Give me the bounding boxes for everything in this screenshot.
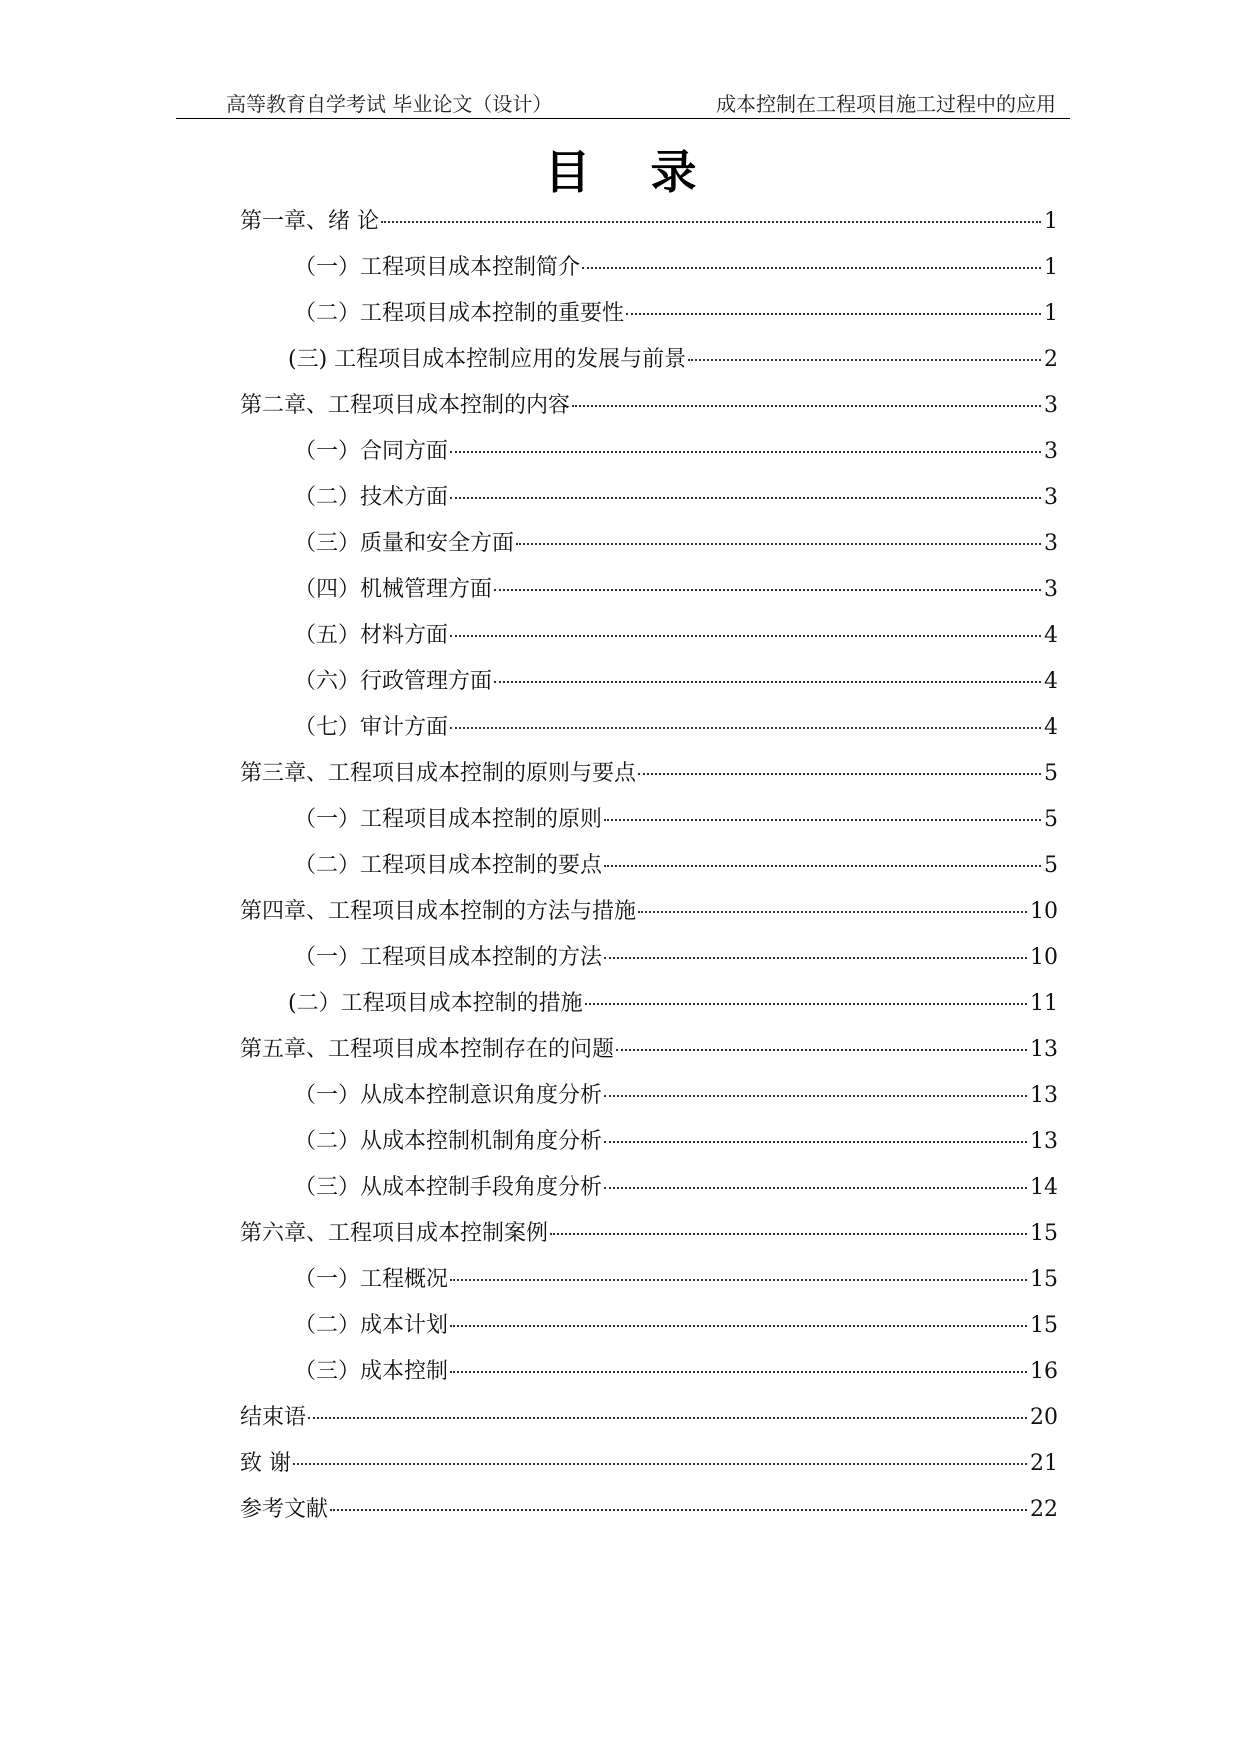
toc-page-number: 15 <box>1030 1313 1058 1338</box>
toc-page-number: 22 <box>1030 1497 1058 1522</box>
toc-dot-leader <box>688 359 1041 361</box>
table-of-contents <box>240 204 1058 1538</box>
toc-entry-title: 结束语 <box>240 1405 307 1430</box>
toc-entry-title: （一）工程项目成本控制简介 <box>294 255 581 280</box>
toc-dot-leader <box>638 911 1027 913</box>
page-title: 目录 <box>544 145 757 199</box>
toc-page-number: 20 <box>1030 1405 1058 1430</box>
toc-dot-leader <box>450 635 1041 637</box>
toc-section-entry[interactable] <box>240 848 1058 894</box>
toc-entry-title: （一）工程项目成本控制的方法 <box>294 945 603 970</box>
toc-entry-title: 第二章、工程项目成本控制的内容 <box>240 393 571 418</box>
toc-dot-leader <box>450 451 1041 453</box>
toc-page-number: 4 <box>1044 623 1058 648</box>
toc-dot-leader <box>604 819 1041 821</box>
toc-chapter-entry[interactable] <box>240 1446 1058 1492</box>
toc-page-number: 10 <box>1030 945 1058 970</box>
toc-dot-leader <box>450 1279 1027 1281</box>
toc-page-number: 3 <box>1044 393 1058 418</box>
toc-chapter-entry[interactable] <box>240 894 1058 940</box>
toc-section-entry[interactable] <box>240 1078 1058 1124</box>
header-left-text: 高等教育自学考试 毕业论文（设计） <box>226 92 553 116</box>
toc-chapter-entry[interactable] <box>240 1216 1058 1262</box>
toc-dot-leader <box>572 405 1041 407</box>
toc-section-entry[interactable] <box>240 342 1058 388</box>
toc-section-entry[interactable] <box>240 480 1058 526</box>
toc-section-entry[interactable] <box>240 1170 1058 1216</box>
toc-dot-leader <box>381 221 1041 223</box>
toc-dot-leader <box>604 957 1027 959</box>
toc-chapter-entry[interactable] <box>240 1400 1058 1446</box>
toc-page-number: 5 <box>1044 807 1058 832</box>
toc-page-number: 3 <box>1044 531 1058 556</box>
toc-entry-title: （二）从成本控制机制角度分析 <box>294 1129 603 1154</box>
toc-dot-leader <box>494 589 1041 591</box>
toc-page-number: 21 <box>1030 1451 1058 1476</box>
toc-entry-title: （二）成本计划 <box>294 1313 449 1338</box>
toc-entry-title: （二）工程项目成本控制的要点 <box>294 853 603 878</box>
toc-dot-leader <box>604 1095 1027 1097</box>
toc-dot-leader <box>450 727 1041 729</box>
toc-dot-leader <box>604 1187 1027 1189</box>
toc-dot-leader <box>626 313 1041 315</box>
toc-entry-title: 第三章、工程项目成本控制的原则与要点 <box>240 761 637 786</box>
toc-dot-leader <box>516 543 1041 545</box>
toc-page-number: 1 <box>1044 301 1058 326</box>
toc-entry-title: （二）工程项目成本控制的重要性 <box>294 301 625 326</box>
toc-entry-title: （一）工程概况 <box>294 1267 449 1292</box>
toc-page-number: 5 <box>1044 761 1058 786</box>
toc-page-number: 3 <box>1044 577 1058 602</box>
toc-page-number: 10 <box>1030 899 1058 924</box>
toc-section-entry[interactable] <box>240 664 1058 710</box>
toc-page-number: 1 <box>1044 209 1058 234</box>
toc-entry-title: (三) 工程项目成本控制应用的发展与前景 <box>288 347 687 372</box>
toc-dot-leader <box>638 773 1041 775</box>
toc-page-number: 13 <box>1030 1037 1058 1062</box>
toc-section-entry[interactable] <box>240 572 1058 618</box>
toc-page-number: 13 <box>1030 1083 1058 1108</box>
toc-entry-title: （四）机械管理方面 <box>294 577 493 602</box>
toc-dot-leader <box>308 1417 1027 1419</box>
toc-section-entry[interactable] <box>240 526 1058 572</box>
header-right-text: 成本控制在工程项目施工过程中的应用 <box>716 92 1056 116</box>
toc-section-entry[interactable] <box>240 986 1058 1032</box>
toc-entry-title: 第一章、绪 论 <box>240 209 379 234</box>
toc-page-number: 1 <box>1044 255 1058 280</box>
toc-section-entry[interactable] <box>240 1308 1058 1354</box>
toc-entry-title: （三）成本控制 <box>294 1359 449 1384</box>
toc-page-number: 4 <box>1044 715 1058 740</box>
toc-chapter-entry[interactable] <box>240 388 1058 434</box>
toc-section-entry[interactable] <box>240 710 1058 756</box>
toc-entry-title: （五）材料方面 <box>294 623 449 648</box>
toc-page-number: 2 <box>1044 347 1058 372</box>
toc-page-number: 3 <box>1044 485 1058 510</box>
toc-dot-leader <box>582 267 1041 269</box>
toc-entry-title: （三）从成本控制手段角度分析 <box>294 1175 603 1200</box>
toc-chapter-entry[interactable] <box>240 756 1058 802</box>
toc-entry-title: （一）工程项目成本控制的原则 <box>294 807 603 832</box>
toc-page-number: 13 <box>1030 1129 1058 1154</box>
toc-entry-title: （二）技术方面 <box>294 485 449 510</box>
toc-chapter-entry[interactable] <box>240 1032 1058 1078</box>
toc-entry-title: （一）从成本控制意识角度分析 <box>294 1083 603 1108</box>
toc-entry-title: （六）行政管理方面 <box>294 669 493 694</box>
toc-entry-title: 参考文献 <box>240 1497 329 1522</box>
toc-section-entry[interactable] <box>240 802 1058 848</box>
toc-section-entry[interactable] <box>240 1354 1058 1400</box>
toc-dot-leader <box>450 1371 1027 1373</box>
toc-entry-title: （七）审计方面 <box>294 715 449 740</box>
toc-entry-title: （三）质量和安全方面 <box>294 531 515 556</box>
toc-entry-title: 第五章、工程项目成本控制存在的问题 <box>240 1037 615 1062</box>
toc-section-entry[interactable] <box>240 618 1058 664</box>
toc-dot-leader <box>293 1463 1027 1465</box>
toc-entry-title: 第四章、工程项目成本控制的方法与措施 <box>240 899 637 924</box>
toc-page-number: 3 <box>1044 439 1058 464</box>
toc-chapter-entry[interactable] <box>240 204 1058 250</box>
running-header <box>176 82 1070 119</box>
toc-section-entry[interactable] <box>240 1262 1058 1308</box>
toc-dot-leader <box>604 865 1041 867</box>
toc-entry-title: （一）合同方面 <box>294 439 449 464</box>
toc-dot-leader <box>604 1141 1027 1143</box>
toc-dot-leader <box>550 1233 1027 1235</box>
toc-section-entry[interactable] <box>240 1124 1058 1170</box>
toc-section-entry[interactable] <box>240 296 1058 342</box>
toc-entry-title: 致 谢 <box>240 1451 291 1476</box>
toc-page-number: 4 <box>1044 669 1058 694</box>
toc-dot-leader <box>330 1509 1027 1511</box>
toc-page-number: 5 <box>1044 853 1058 878</box>
toc-section-entry[interactable] <box>240 250 1058 296</box>
toc-page-number: 15 <box>1030 1267 1058 1292</box>
toc-dot-leader <box>450 1325 1027 1327</box>
toc-dot-leader <box>616 1049 1027 1051</box>
toc-entry-title: 第六章、工程项目成本控制案例 <box>240 1221 549 1246</box>
toc-dot-leader <box>585 1003 1027 1005</box>
toc-page-number: 15 <box>1030 1221 1058 1246</box>
toc-dot-leader <box>450 497 1041 499</box>
toc-section-entry[interactable] <box>240 434 1058 480</box>
toc-chapter-entry[interactable] <box>240 1492 1058 1538</box>
toc-dot-leader <box>494 681 1041 683</box>
toc-page-number: 16 <box>1030 1359 1058 1384</box>
toc-page-number: 14 <box>1030 1175 1058 1200</box>
toc-section-entry[interactable] <box>240 940 1058 986</box>
toc-page-number: 11 <box>1030 991 1058 1016</box>
toc-entry-title: (二）工程项目成本控制的措施 <box>288 991 583 1016</box>
